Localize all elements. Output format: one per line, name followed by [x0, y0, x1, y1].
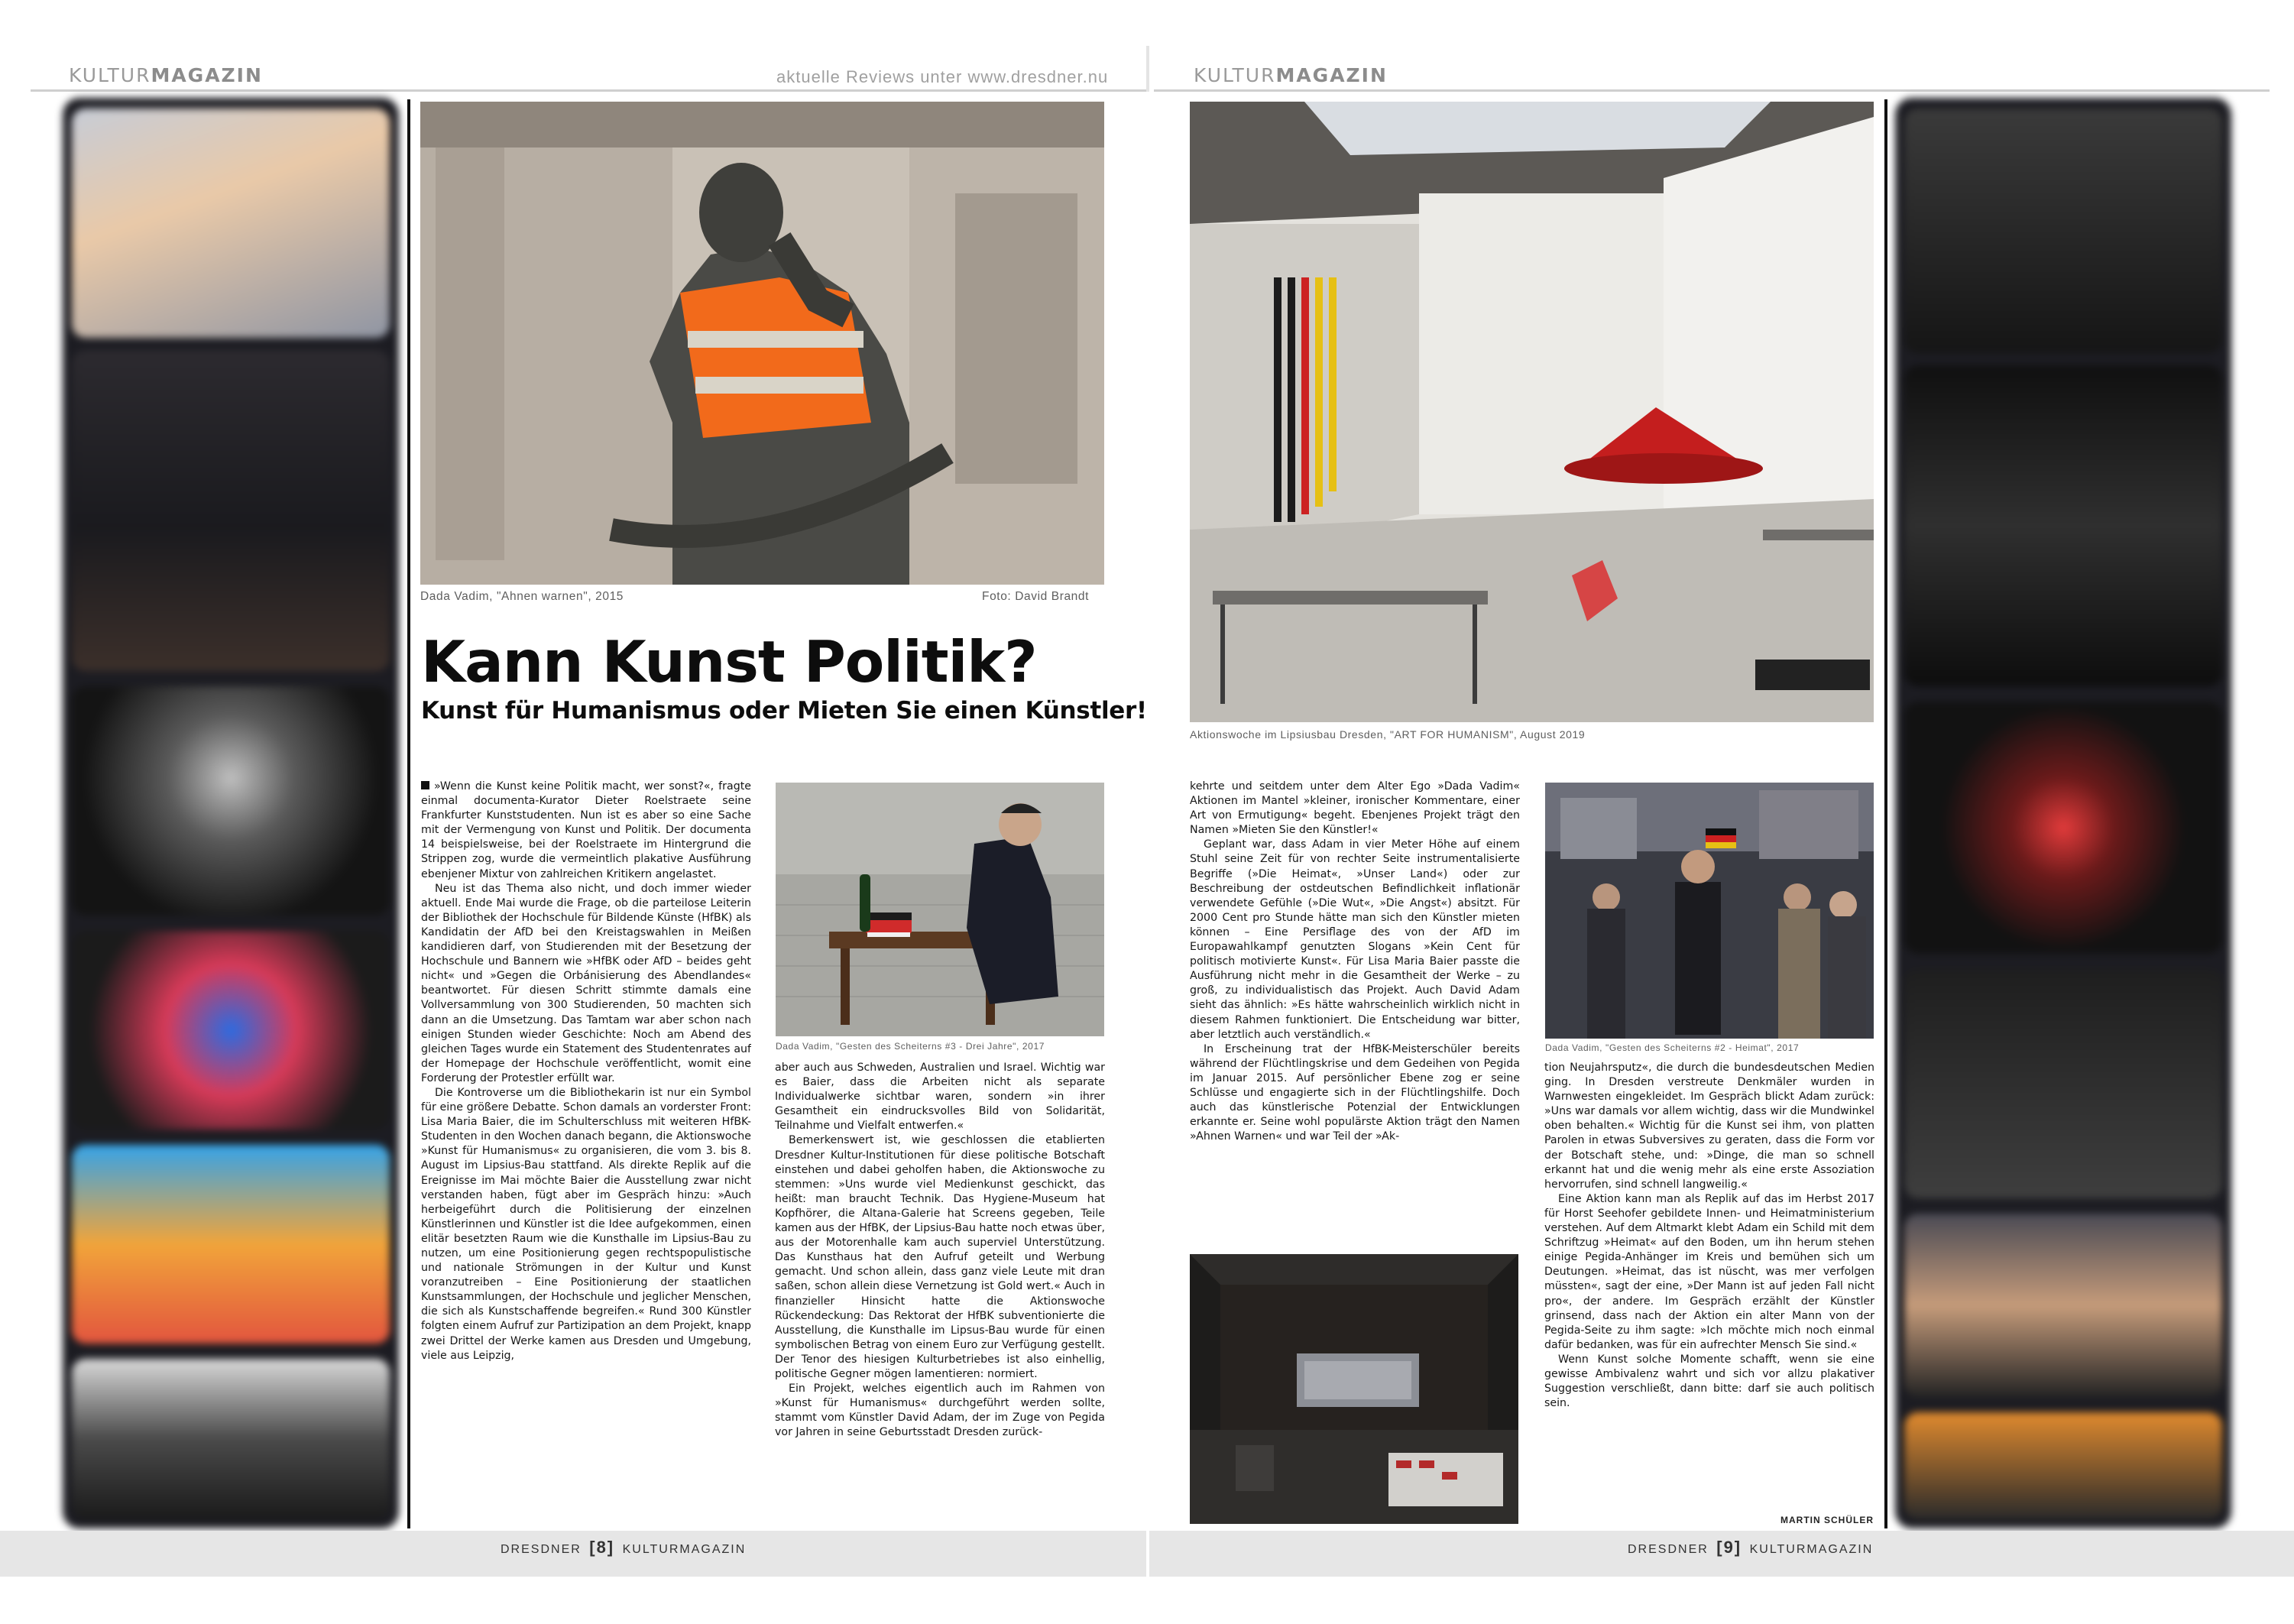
dark-room-photo [1190, 1254, 1518, 1524]
brand-bold: MAGAZIN [1275, 64, 1388, 86]
footer-left [501, 1538, 746, 1558]
statue-photo-credit: Foto: David Brandt [982, 590, 1090, 603]
ad-dark-banner [72, 350, 390, 671]
brand-light: KULTUR [1194, 64, 1276, 86]
left-text-column-1 [421, 780, 751, 1528]
header-url: aktuelle Reviews unter www.dresdner.nu [776, 67, 1109, 86]
header-brand-left [69, 64, 263, 86]
article-headline: Kann Kunst Politik? [421, 628, 1037, 695]
left-column-rule [407, 99, 410, 1528]
paragraph-text: »Wenn die Kunst keine Politik macht, wer sonst?«, fragte einmal documenta-Kurator Dieter Roelstraete seine Frankfurter Kunststudenten. Nun ist es aber so eine Sache mit der Vermengung von Kunst und Politik. Der documenta 14 beispielsweise, bei der Roelstraete im Hintergrund die Strippen zog, wurde die vermeintlich plakative Ausführung ebenjener Mixtur von zahlreichen Kritikern angelastet. [421, 780, 751, 880]
ad-text-mid [1904, 969, 2222, 1198]
exhibition-hall-illustration [1190, 102, 1874, 722]
footer-page-number: [9] [1716, 1538, 1742, 1557]
footer-publication: DRESDNER [501, 1543, 582, 1556]
header-rule-right [1154, 89, 2270, 92]
footer-right [1628, 1538, 1873, 1558]
footer-section: KULTURMAGAZIN [622, 1543, 747, 1556]
ad-portrait [72, 109, 390, 338]
footer-page-number: [8] [589, 1538, 615, 1557]
cake-performance-photo [776, 783, 1104, 1036]
right-ad-column [1895, 98, 2231, 1528]
cake-performance-illustration [776, 783, 1104, 1036]
paragraph: aber auch aus Schweden, Australien und Israel. Wichtig war es Baier, dass die Arbeiten nicht als separate Individualwerke sichtbar waren, sondern »in ihrer Gesamtheit ein eindrucksvolles Bild von Solidarität, Teilnahme und Vielfalt entwerfen.« [775, 1062, 1105, 1133]
brand-bold: MAGAZIN [151, 64, 263, 86]
ad-orange-bottom [1904, 1412, 2222, 1519]
left-text-column-2 [775, 1061, 1105, 1528]
exhibition-hall-photo [1190, 102, 1874, 722]
cake-photo-caption: Dada Vadim, "Gesten des Scheiterns #3 - Drei Jahre", 2017 [776, 1041, 1045, 1052]
right-text-column-2 [1544, 1061, 1874, 1513]
ad-dark-mid [1904, 365, 2222, 686]
page-spine [1146, 46, 1149, 92]
article-start-square-icon [421, 781, 429, 789]
statue-photo-caption: Dada Vadim, "Ahnen warnen", 2015 [420, 590, 624, 603]
ad-text-top [1904, 109, 2222, 353]
brand-light: KULTUR [69, 64, 151, 86]
ad-bottom-dark [72, 1359, 390, 1519]
paragraph: kehrte und seitdem unter dem Alter Ego »Dada Vadim« Aktionen im Mantel »kleiner, ironischer Kommentare, einer Art von Ermutigung« begeht. Ebenjenes Projekt trägt den Namen »Mieten Sie den Künstler!« [1190, 780, 1520, 837]
paragraph: Ein Projekt, welches eigentlich auch im Rahmen von »Kunst für Humanismus« durchgeführt werden sollte, stammt vom Künstler David Adam, der im Zuge von Pegida vor Jahren in seine Geburtsstadt Dresden zurück- [775, 1383, 1105, 1439]
paragraph: Wenn Kunst solche Momente schafft, wenn sie eine gewisse Ambivalenz wahrt und sich vor allzu plakativer Suggestion verschließt, dann bitte: darf sie auch politisch sein. [1544, 1353, 1874, 1410]
paragraph: Bemerkenswert ist, wie geschlossen die etablierten Dresdner Kultur-Institutionen für diese politische Botschaft einstehen und dabei geholfen haben, die Aktionswoche zu stemmen: »Uns wurde viel Medienkunst geschickt, das heißt: man braucht Technik. Das Hygiene-Museum hat Kopfhörer, die Altana-Galerie hat Screens gegeben, Teile kamen aus der HfBK, der Lipsius-Bau hatte noch etwas über, aus der Motorenhalle kam auch superviel Unterstützung. Das Kunsthaus hat den Aufruf geteilt und Werbung gemacht. Und schon allein, dass ganz viele Leute mit dran saßen, schon allein diese Vernetzung ist Gold wert.« Auch in finanzieller Hinsicht hatte die Aktionswoche Rückendeckung: Das Rektorat der HfBK subventionierte die Ausstellung, die Kunsthalle im Lipsus-Bau wurde für einen symbolischen Betrag von einem Euro zur Verfügung gestellt. Der Tenor des hiesigen Kulturbetriebes ist also einhellig, politische Gegner mögen lamentieren: normiert. [775, 1134, 1105, 1380]
header-brand-right [1194, 64, 1388, 86]
protest-photo-caption: Dada Vadim, "Gesten des Scheiterns #2 - Heimat", 2017 [1545, 1042, 1800, 1053]
statue-illustration [420, 102, 1104, 585]
dark-room-illustration [1190, 1254, 1518, 1524]
ad-colorful-logo [72, 931, 390, 1130]
heimat-protest-illustration [1545, 783, 1874, 1039]
ad-colorful-poster [72, 1145, 390, 1344]
article-subheadline: Kunst für Humanismus oder Mieten Sie einen Künstler! [421, 697, 1147, 724]
right-column-rule [1884, 99, 1887, 1528]
footer-section: KULTURMAGAZIN [1749, 1543, 1874, 1556]
paragraph: Eine Aktion kann man als Replik auf das im Herbst 2017 für Horst Seehofer gebildete Innen- und Heimatministerium verstehen. Auf dem Altmarkt klebt Adam ein Schild mit dem Schriftzug »Heimat« auf den Boden, um ihn herum stehen einige Pegida-Anhänger im Kreis und bemühen sich um Deutungen. »Heimat, das ist nüscht, was mer verfolgen müssten«, sagt der eine, »Der Mann ist auf jeden Fall nicht pro«, der andere. Im Gespräch erzählt der Künstler grinsend, dass nach der Aktion ein alter Mann von der Pegida-Seite zu ihm sagte: »Ich möchte mich noch einmal dafür bedanken, was für ein aufrechter Mensch Sie sind.« [1544, 1192, 1874, 1351]
paragraph: Neu ist das Thema also nicht, und doch immer wieder aktuell. Ende Mai wurde die Frage, ob die parteilose Leiterin der Bibliothek der Hochschule für Bildende Künste (HfBK) als Kandidatin der AfD bei den Kreistagswahlen in Meißen kandidieren darf, von Studierenden mit der Besetzung der Hochschule und Bannern wie »HfBK oder AfD – beides geht nicht« und »Gegen die Orbánisierung des Abendlandes« beantwortet. Für diesen Schritt stimmte damals eine Vollversammlung von 300 Studierenden, 50 machten sich dann an die Umsetzung. Das Tamtam war aber schon nach einigen Stunden wieder Geschichte: Noch am Abend des gleichen Tages wurde ein Statement des Studentenrates auf der Homepage der Hochschule veröffentlicht, womit eine Forderung der Protestler erfüllt war. [421, 882, 751, 1084]
left-ad-column [63, 98, 399, 1528]
paragraph: In Erscheinung trat der HfBK-Meisterschüler bereits während der Flüchtlingskrise und dem Gedeihen von Pegida im Januar 2015. Auf persönlicher Ebene zog er seine Schlüsse und engagierte sich in der Flüchtlingshilfe. Doch auch das künstlerische Potenzial der Entwicklungen erkannte er. Seine wohl populärste Aktion trägt den Namen »Ahnen Warnen« und war Teil der »Ak- [1190, 1042, 1520, 1143]
heimat-protest-photo [1545, 783, 1874, 1039]
paragraph [421, 780, 751, 882]
ad-red-logo [1904, 702, 2222, 954]
exhibition-photo-caption: Aktionswoche im Lipsiusbau Dresden, "ART FOR HUMANISM", August 2019 [1190, 728, 1586, 741]
footer-publication: DRESDNER [1628, 1543, 1709, 1556]
paragraph: Geplant war, dass Adam in vier Meter Höhe auf einem Stuhl seine Zeit für von rechter Seite instrumentalisierte Begriffe (»Die Heimat«, »Unser Land«) oder zur Beschreibung der ostdeutschen Befindlichkeit inflationär verwendete Gefühle (»Die Wut«, »Die Angst«) absitzt. Für 2000 Cent pro Stunde hätte man sich den Künstler mieten können – Eine Persiflage des von der AfD im Europawahlkampf genutzten Slogans »Kein Cent für politisch motivierte Kunst«. Für Lisa Maria Baier passte die Ausführung nicht mehr in die Gesamtheit der Werke – zu groß, zu individualistisch das Projekt. Auch David Adam sieht das ähnlich: »Es hätte wahrscheinlich wirklich nicht in diesem Rahmen funktioniert. Die Entscheidung war bitter, aber letztlich auch verständlich.« [1190, 838, 1520, 1041]
header-rule-left [31, 89, 1146, 92]
author-byline: MARTIN SCHÜLER [1780, 1515, 1874, 1525]
paragraph: Die Kontroverse um die Bibliothekarin ist nur ein Symbol für eine größere Debatte. Schon damals an vorderster Front: Lisa Maria Baier, die im Schulterschluss mit weiteren HfBK-Studenten in den Wochen danach begann, die Aktionswoche »Kunst für Humanismus« zu organisieren, die vom 3. bis 8. August im Lipsius-Bau stattfand. Als direkte Replik auf die Ereignisse im Mai möchte Baier die Ausstellung zwar nicht verstanden haben, fügt aber im Gespräch hinzu: »Auch herbeigeführt durch die Politisierung der einzelnen Künstlerinnen und Künstler ist die Idee aufgekommen, einen elitär besetzten Raum wie die Kunsthalle im Lipsius-Bau zu nutzen, um eine Positionierung gegen rechtspopulistische und nationale Strömungen in der Kultur und Kunst voranzutreiben – Eine Positionierung der staatlichen Kunstsammlungen, der Hochschule und jeglicher Menschen, die sich als Kunstschaffende begreifen.« Rund 300 Künstler folgten einem Aufruf zur Partizipation an dem Projekt, knapp zwei Drittel der Werke kamen aus Dresden und Umgebung, viele aus Leipzig, [421, 1086, 751, 1362]
right-text-column-1 [1190, 780, 1520, 1234]
paragraph: tion Neujahrsputz«, die durch die bundesdeutschen Medien ging. In Dresden verstreute Denkmäler wurden in Warnwesten eingekleidet. Im Gespräch blickt Adam zurück: »Uns war damals vor allem wichtig, dass wir die Mundwinkel oben behalten.« Wichtig für die Kunst sei ihm, von platten Parolen in etwas Subversives zu geraten, dass die Form vor der Botschaft stehe, und: »Dinge, die man so schnell erkannt hat und die wenig mehr als eine erste Assoziation hervorrufen, sind schnell langweilig.« [1544, 1062, 1874, 1191]
ad-portrait-bottom [1904, 1214, 2222, 1397]
statue-photo [420, 102, 1104, 585]
ad-dark-logo [72, 686, 390, 916]
